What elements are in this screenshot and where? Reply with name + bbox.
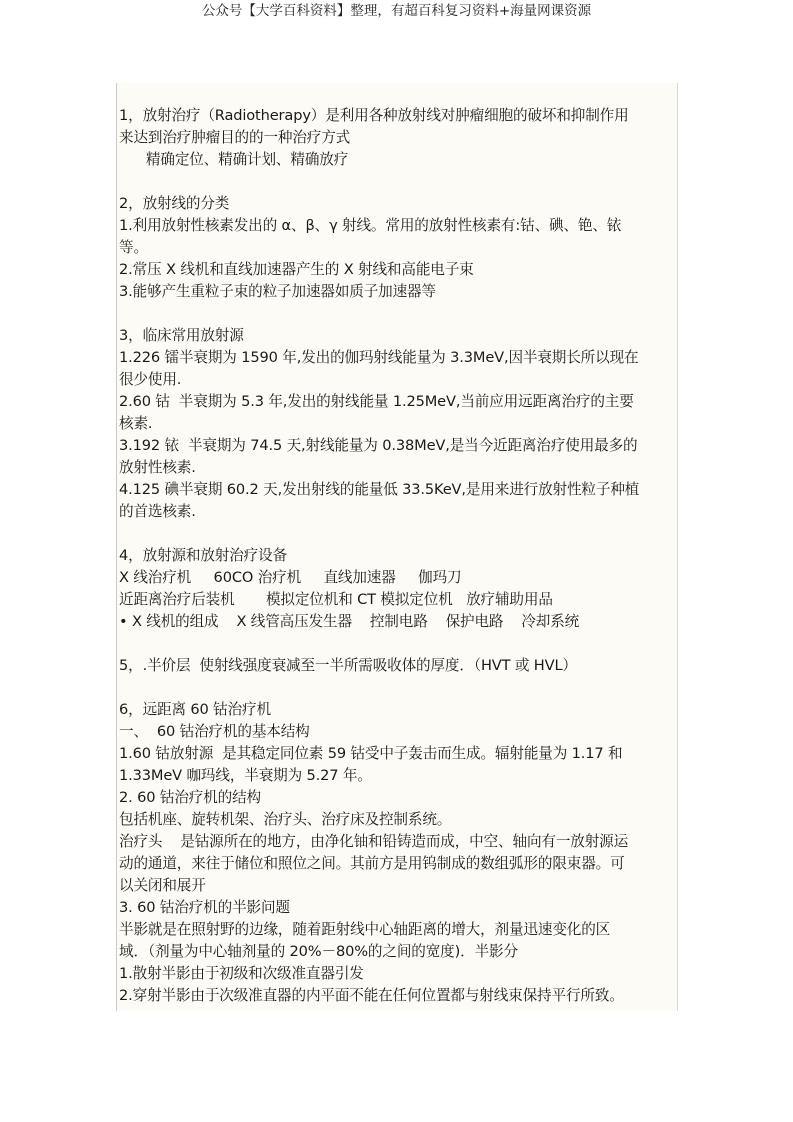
text-line: 以关闭和展开 (119, 877, 206, 894)
text-line: 包括机座、旋转机架、治疗头、治疗床及控制系统。 (119, 811, 452, 828)
text-line: 近距离治疗后装机 模拟定位机和 CT 模拟定位机 放疗辅助用品 (119, 591, 553, 608)
document-body (119, 105, 679, 1007)
text-line: 来达到治疗肿瘤目的的一种治疗方式 (119, 129, 351, 146)
text-line: 3.能够产生重粒子束的粒子加速器如质子加速器等 (119, 283, 436, 300)
blank-line (119, 677, 679, 699)
text-line: 4，放射源和放射治疗设备 (119, 547, 288, 564)
text-line: 1.散射半影由于初级和次级准直器引发 (119, 965, 364, 982)
text-line: 动的通道，来往于储位和照位之间。其前方是用钨制成的数组弧形的限束器。可 (119, 855, 625, 872)
text-line: 一、 60 钴治疗机的基本结构 (119, 723, 310, 740)
text-line: 1.226 镭半衰期为 1590 年,发出的伽玛射线能量为 3.3MeV,因半衰期长所以现在 (119, 349, 639, 366)
text-line: 3，临床常用放射源 (119, 327, 244, 344)
text-line: 5，.半价层 使射线强度衰减至一半所需吸收体的厚度．（HVT 或 HVL） (119, 657, 577, 674)
text-line: 核素. (119, 415, 153, 432)
text-line: 精确定位、精确计划、精确放疗 (119, 151, 349, 168)
text-line: 3. 60 钴治疗机的半影问题 (119, 899, 290, 916)
text-line: 很少使用. (119, 371, 182, 388)
text-line: 等。 (119, 239, 148, 256)
text-line: 的首选核素. (119, 503, 196, 520)
text-line: 2，放射线的分类 (119, 195, 230, 212)
text-line: X 线治疗机 60CO 治疗机 直线加速器 伽玛刀 (119, 569, 462, 586)
text-line: 1.60 钴放射源 是其稳定同位素 59 钴受中子轰击而生成。辐射能量为 1.17 和 (119, 745, 623, 762)
text-line: 2.常压 X 线机和直线加速器产生的 X 射线和高能电子束 (119, 261, 474, 278)
blank-line (119, 523, 679, 545)
text-line: 放射性核素. (119, 459, 196, 476)
text-line: 3.192 铱 半衰期为 74.5 天,射线能量为 0.38MeV,是当今近距离治疗使用最多的 (119, 437, 638, 454)
blank-line (119, 303, 679, 325)
text-line: 2.穿射半影由于次级准直器的内平面不能在任何位置都与射线束保持平行所致。 (119, 987, 624, 1004)
text-line: 域．（剂量为中心轴剂量的 20%－80%的之间的宽度)．半影分 (119, 943, 518, 960)
text-line: 4.125 碘半衰期 60.2 天,发出射线的能量低 33.5KeV,是用来进行放射性粒子种植 (119, 481, 640, 498)
text-line: 1，放射治疗（Radiotherapy）是利用各种放射线对肿瘤细胞的破坏和抑制作用 (119, 107, 629, 124)
text-line: • X 线机的组成 X 线管高压发生器 控制电路 保护电路 冷却系统 (119, 613, 580, 630)
text-line: 1.利用放射性核素发出的 α、β、γ 射线。常用的放射性核素有:钴、碘、铯、铱 (119, 217, 622, 234)
blank-line (119, 171, 679, 193)
page-header: 公众号【大学百科资料】整理，有超百科复习资料+海量网课资源 (201, 3, 592, 19)
text-line: 半影就是在照射野的边缘，随着距射线中心轴距离的增大，剂量迅速变化的区 (119, 921, 611, 938)
text-line: 治疗头 是钴源所在的地方，由净化铀和铅铸造而成，中空、轴向有一放射源运 (119, 833, 629, 850)
document-page (116, 83, 678, 1011)
text-line: 2.60 钴 半衰期为 5.3 年,发出的射线能量 1.25MeV,当前应用远距离治疗的主要 (119, 393, 634, 410)
text-line: 2. 60 钴治疗机的结构 (119, 789, 261, 806)
text-line: 1.33MeV 咖玛线，半衰期为 5.27 年。 (119, 767, 372, 784)
text-line: 6，远距离 60 钴治疗机 (119, 701, 271, 718)
blank-line (119, 633, 679, 655)
